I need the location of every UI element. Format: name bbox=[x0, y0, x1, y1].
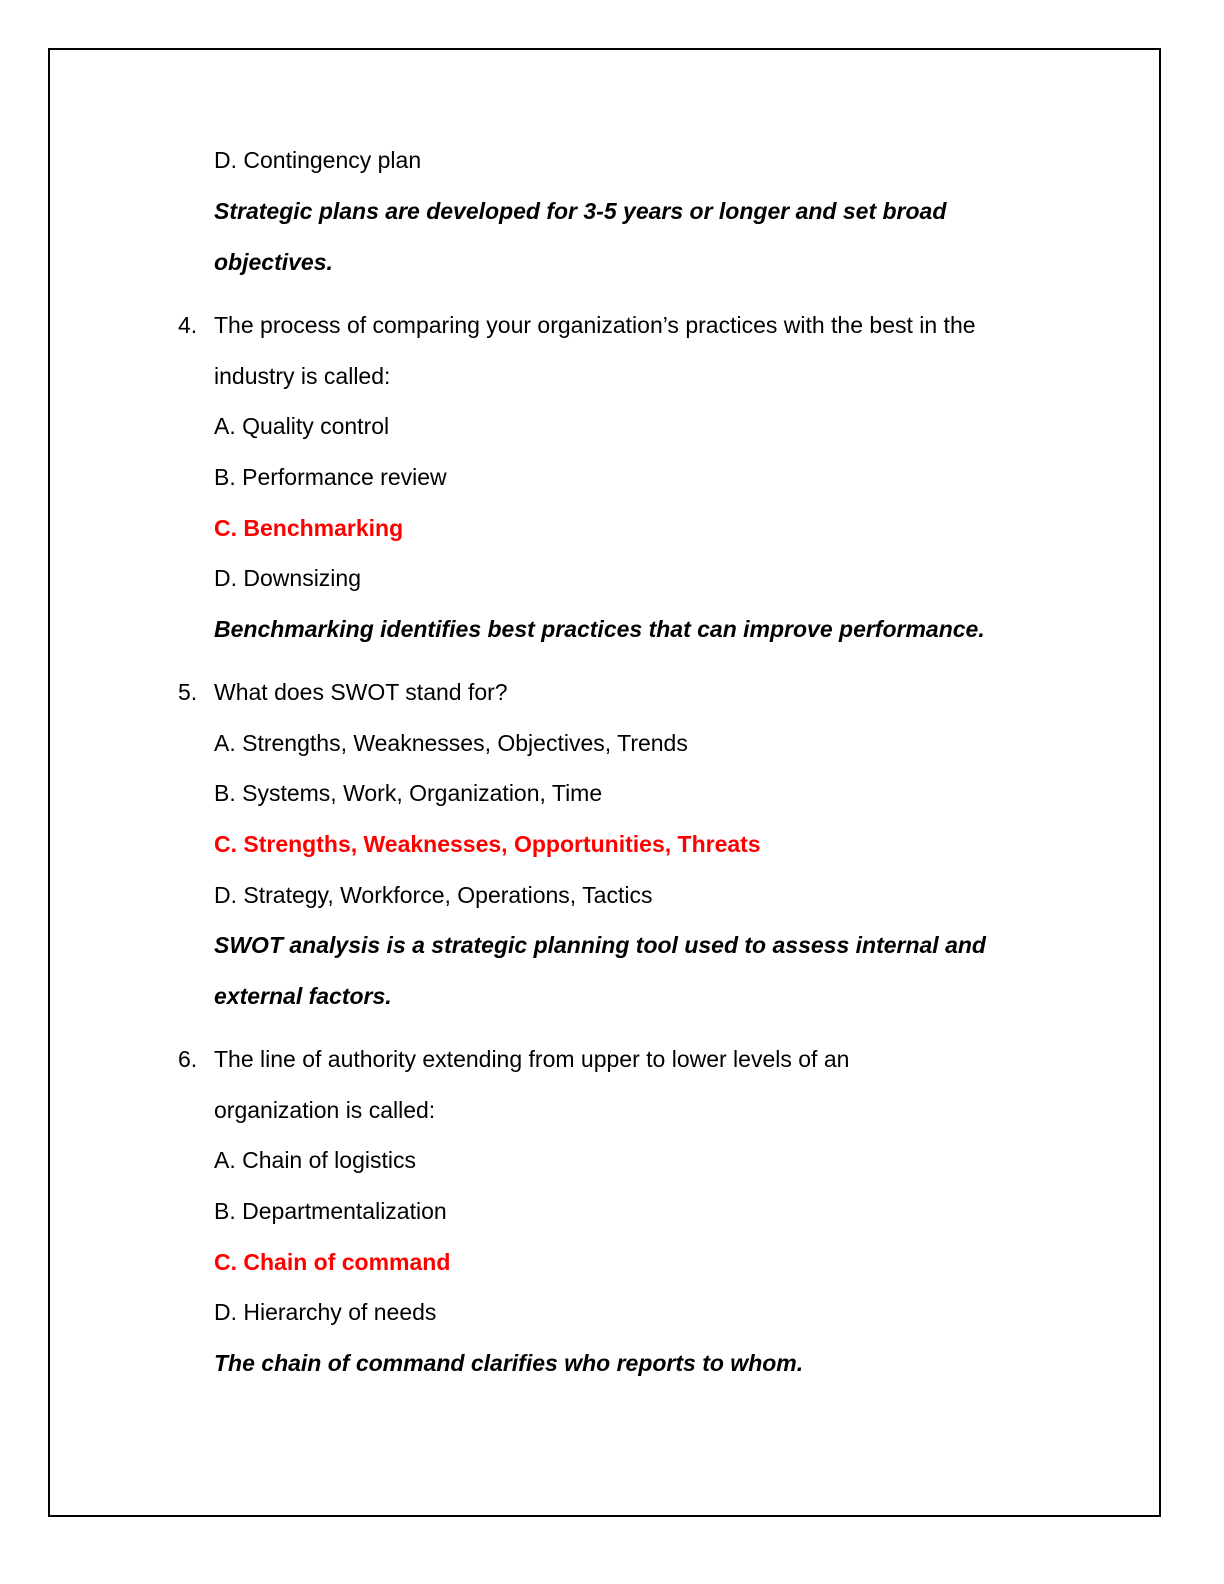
q4-number: 4. bbox=[178, 312, 198, 338]
q3-explanation-line1: Strategic plans are developed for 3-5 years or longer and set broad bbox=[214, 198, 947, 224]
q4-option-b: B. Performance review bbox=[214, 464, 447, 490]
q6-explanation-line1: The chain of command clarifies who reports to whom. bbox=[214, 1350, 804, 1376]
q4-option-d: D. Downsizing bbox=[214, 565, 361, 591]
q5-question-line1: What does SWOT stand for? bbox=[214, 679, 508, 705]
q5-option-a: A. Strengths, Weaknesses, Objectives, Trends bbox=[214, 730, 688, 756]
q5-option-b: B. Systems, Work, Organization, Time bbox=[214, 780, 603, 806]
q5-option-d: D. Strategy, Workforce, Operations, Tactics bbox=[214, 882, 653, 908]
q5-explanation-line1: SWOT analysis is a strategic planning tool used to assess internal and bbox=[214, 932, 986, 958]
q6-option-d: D. Hierarchy of needs bbox=[214, 1299, 437, 1325]
q4-question-line2: industry is called: bbox=[214, 363, 391, 389]
q6-option-a: A. Chain of logistics bbox=[214, 1147, 416, 1173]
q5-option-c-correct: C. Strengths, Weaknesses, Opportunities, Threats bbox=[214, 831, 761, 857]
q4-option-a: A. Quality control bbox=[214, 413, 390, 439]
q5-number: 5. bbox=[178, 679, 198, 705]
q3-option-d: D. Contingency plan bbox=[214, 147, 422, 173]
q6-option-b: B. Departmentalization bbox=[214, 1198, 447, 1224]
q6-question-line2: organization is called: bbox=[214, 1097, 436, 1123]
q6-option-c-correct: C. Chain of command bbox=[214, 1249, 451, 1275]
q4-question-line1: The process of comparing your organization’s practices with the best in the bbox=[214, 312, 976, 338]
q4-option-c-correct: C. Benchmarking bbox=[214, 515, 404, 541]
q5-explanation-line2: external factors. bbox=[214, 983, 392, 1009]
q4-explanation-line1: Benchmarking identifies best practices that can improve performance. bbox=[214, 616, 985, 642]
q6-question-line1: The line of authority extending from upper to lower levels of an bbox=[214, 1046, 850, 1072]
q6-number: 6. bbox=[178, 1046, 198, 1072]
q3-explanation-line2: objectives. bbox=[214, 249, 333, 275]
